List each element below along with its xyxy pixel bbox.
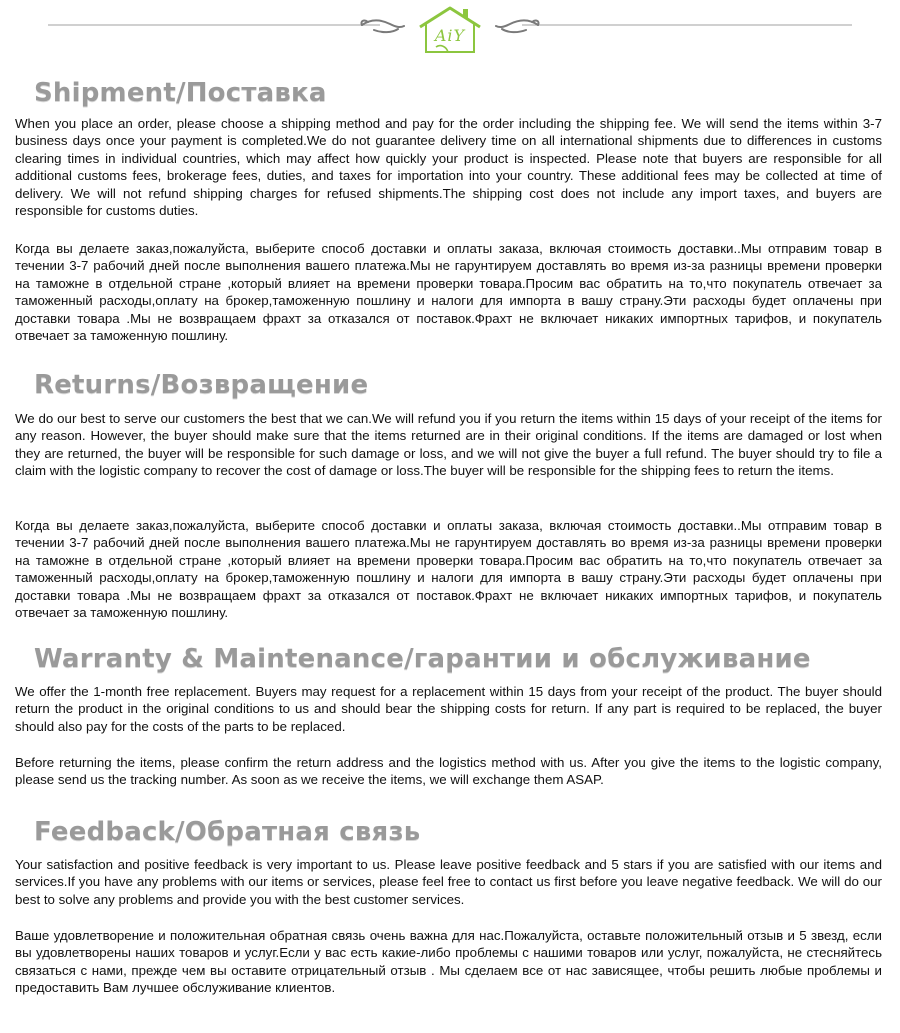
feedback-paragraph-en: Your satisfaction and positive feedback is very important to us. Please leave positive feedback and 5 stars if you are satisfied with our items and services.If you have any problems with our items or services, please feel free to contact us first before you leave negative feedback. We will do our best to solve any problems and provide you with the best customer services. xyxy=(15,857,882,907)
section-title-warranty: Warranty & Maintenance/гарантии и обслуживание xyxy=(34,644,811,674)
returns-paragraph-ru: Когда вы делаете заказ,пожалуйста, выберите способ доставки и оплаты заказа, включая стоимость доставки..Мы отправим товар в течении 3-7 рабочий дней после выполнения вашего платежа.Мы не гарунтируем доставлять во время из-за разницы времени проверки на таможне в отдельной стране ,который влияет на времени проверки товара.Просим вас обратить на то,что покупатель отвечает за таможенный расходы,оплату на брокер,таможенную пошлину и налоги для импорта в вашу страну.Эти расходы будет оплачены при доставки товара .Мы не возвращаем фрахт за отказался от поставок.Фрахт не включает никаких импортных тарифов, и покупатель отвечает за таможенную пошлину. xyxy=(15,518,882,621)
feedback-paragraph-ru: Ваше удовлетворение и положительная обратная связь очень важна для нас.Пожалуйста, оставьте положительный отзыв и 5 звезд, если вы удовлетворены наших товаров и услуг.Если у вас есть какие-либо проблемы с нашими товаров или услуг, пожалуйста, не стесняйтесь связаться с нами, прежде чем вы оставите отрицательный отзыв . Мы сделаем все от нас зависящее, чтобы решить любые проблемы и предоставить Вам лучшее обслуживание клиентов. xyxy=(15,928,882,996)
page-header xyxy=(0,0,900,62)
warranty-paragraph-2: Before returning the items, please confirm the return address and the logistics method with us. After you give the items to the logistic company, please send us the tracking number. As soon as we receive the items, we will exchange them ASAP. xyxy=(15,755,882,788)
shipment-paragraph-ru: Когда вы делаете заказ,пожалуйста, выберите способ доставки и оплаты заказа, включая стоимость доставки..Мы отправим товар в течении 3-7 рабочий дней после выполнения вашего платежа.Мы не гарунтируем доставлять во время из-за разницы времени проверки на таможне в отдельной стране ,который влияет на времени проверки товара.Просим вас обратить на то,что покупатель отвечает за таможенный расходы,оплату на брокер,таможенную пошлину и налоги для импорта в вашу страну.Эти расходы будет оплачены при доставки товара .Мы не возвращаем фрахт за отказался от поставок.Фрахт не включает никаких импортных тарифов, и покупатель отвечает за таможенную пошлину. xyxy=(15,241,882,344)
section-title-returns: Returns/Возвращение xyxy=(34,370,369,400)
returns-paragraph-en: We do our best to serve our customers the best that we can.We will refund you if you return the items within 15 days of your receipt of the items for any reason. However, the buyer should make sure that the items returned are in their original conditions. If the items are damaged or lost when they are returned, the buyer will be responsible for such damage or loss, and we will not give the buyer a full refund. The buyer should try to file a claim with the logistic company to recover the cost of damage or loss.The buyer will be responsible for the shipping fees to return the items. xyxy=(15,411,882,479)
shipment-paragraph-en: When you place an order, please choose a shipping method and pay for the order including the shipping fee. We will send the items within 3-7 business days once your payment is completed.We do not guarantee delivery time on all international shipments due to differences in customs clearing times in individual countries, which may affect how quickly your product is inspected. Please note that buyers are responsible for all additional customs fees, brokerage fees, duties, and taxes for importation into your country. These additional fees may be collected at time of delivery. We will not refund shipping charges for refused shipments.The shipping cost does not include any import taxes, and buyers are responsible for customs duties. xyxy=(15,116,882,219)
logo-text: AiY xyxy=(434,26,466,45)
left-flourish-icon xyxy=(361,20,404,32)
right-flourish-icon xyxy=(496,20,539,32)
warranty-paragraph-1: We offer the 1-month free replacement. Buyers may request for a replacement within 15 days from your receipt of the product. The buyer should return the product in the original conditions to us and should bear the shipping costs for return. If any part is required to be replaced, the buyer should also pay for the costs of the parts to be replaced. xyxy=(15,684,882,734)
section-title-shipment: Shipment/Поставка xyxy=(34,78,327,108)
section-title-feedback: Feedback/Обратная связь xyxy=(34,817,421,847)
